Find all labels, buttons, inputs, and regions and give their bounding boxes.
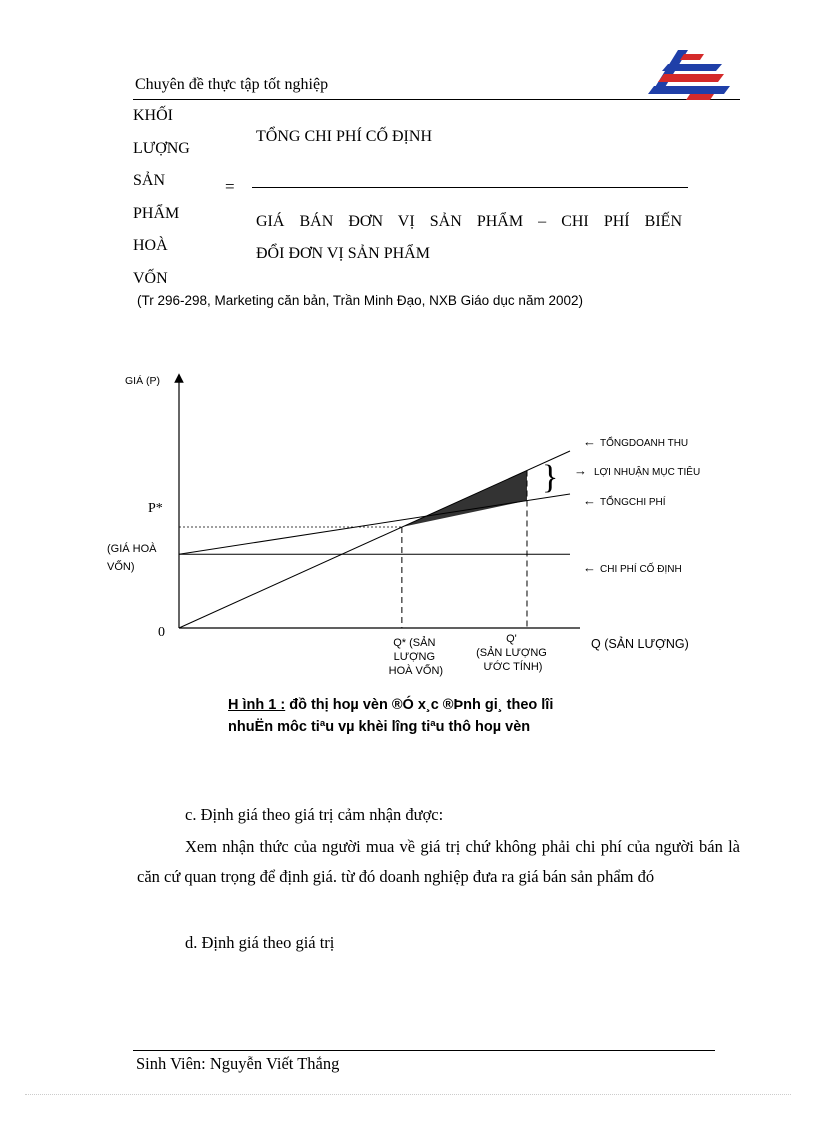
legend-label: LỢI NHUẬN MỤC TIÊU [594,467,701,478]
formula-numerator: TỔNG CHI PHÍ CỐ ĐỊNH [256,128,432,145]
legend-total-cost [583,493,666,508]
p-star-note: (GIÁ HOÀ [107,543,157,555]
q-prime-line: Q' [506,633,517,645]
legend-label: TỔNGDOANH THU [600,438,689,449]
q-prime-line: ƯỚC TÍNH) [483,661,543,673]
header-title: Chuyên đề thực tập tốt nghiệp [135,76,329,93]
total-cost-line [179,494,570,554]
legend-label: CHI PHÍ CỐ ĐỊNH [600,564,682,575]
p-star-label: P* [148,501,163,516]
arrow-icon: ← [583,434,596,449]
denominator-line-1: GIÁ BÁN ĐƠN VỊ SẢN PHẨM – CHI PHÍ BIẾN [256,213,682,230]
q-prime-label [476,633,550,673]
caption-prefix: H ình 1 : [228,697,286,713]
q-star-label [389,636,443,677]
lhs-line: KHỐI [133,107,173,124]
q-star-line: LƯỢNG [393,651,436,663]
total-revenue-line [179,451,570,628]
lhs-line: SẢN [133,172,166,190]
y-axis-label: GIÁ (P) [125,375,161,387]
lhs-line: LƯỢNG [133,139,190,157]
heading-c: c. Định giá theo giá trị cảm nhận được: [185,805,444,824]
heading-d: d. Định giá theo giá trị [185,933,335,952]
footer-student: Sinh Viên: Nguyễn Viết Thắng [136,1054,340,1073]
x-axis-label: Q (SẢN LƯỢNG) [591,637,689,651]
q-prime-line: (SẢN LƯỢNG [476,647,547,659]
brace-glyph: } [542,459,559,496]
lhs-line: VỐN [133,269,168,287]
origin-label: 0 [158,625,165,640]
legend-label: TỔNGCHI PHÍ [600,497,666,508]
paragraph: Xem nhận thức của người mua về giá trị chứ không phải chi phí của người bán là căn cứ quan trọng để định giá. từ đó doanh nghiệp đưa ra giá bán sản phẩm đó [137,837,740,886]
legend-total-revenue [583,434,688,449]
q-star-line: HOÀ VỐN) [388,665,444,677]
arrow-icon: ← [583,560,596,575]
footer-rule [133,1050,715,1051]
citation: (Tr 296-298, Marketing căn bản, Trần Minh Đạo, NXB Giáo dục năm 2002) [137,293,583,308]
denominator-line-2: ĐỔI ĐƠN VỊ SẢN PHẨM [256,245,430,262]
caption-line-2: nhuËn môc tiªu vµ khèi lîng tiªu thô hoµ vèn [228,719,531,735]
legend-fixed-cost [583,560,682,575]
arrow-icon: ← [583,493,596,508]
caption-line-1: đồ thị hoµ vèn ®Ó x¸c ®Þnh gi¸ theo lîi [285,697,554,713]
page-edge [25,1094,791,1095]
arrow-icon: → [574,463,587,478]
q-star-line: Q* (SẢN [393,637,436,649]
figure-caption [228,694,668,738]
p-star-note: VỐN) [107,561,135,573]
legend-profit [574,463,700,478]
lhs-line: HOÀ [133,237,168,255]
equals-sign: = [225,177,235,196]
lhs-line: PHẨM [133,204,180,222]
